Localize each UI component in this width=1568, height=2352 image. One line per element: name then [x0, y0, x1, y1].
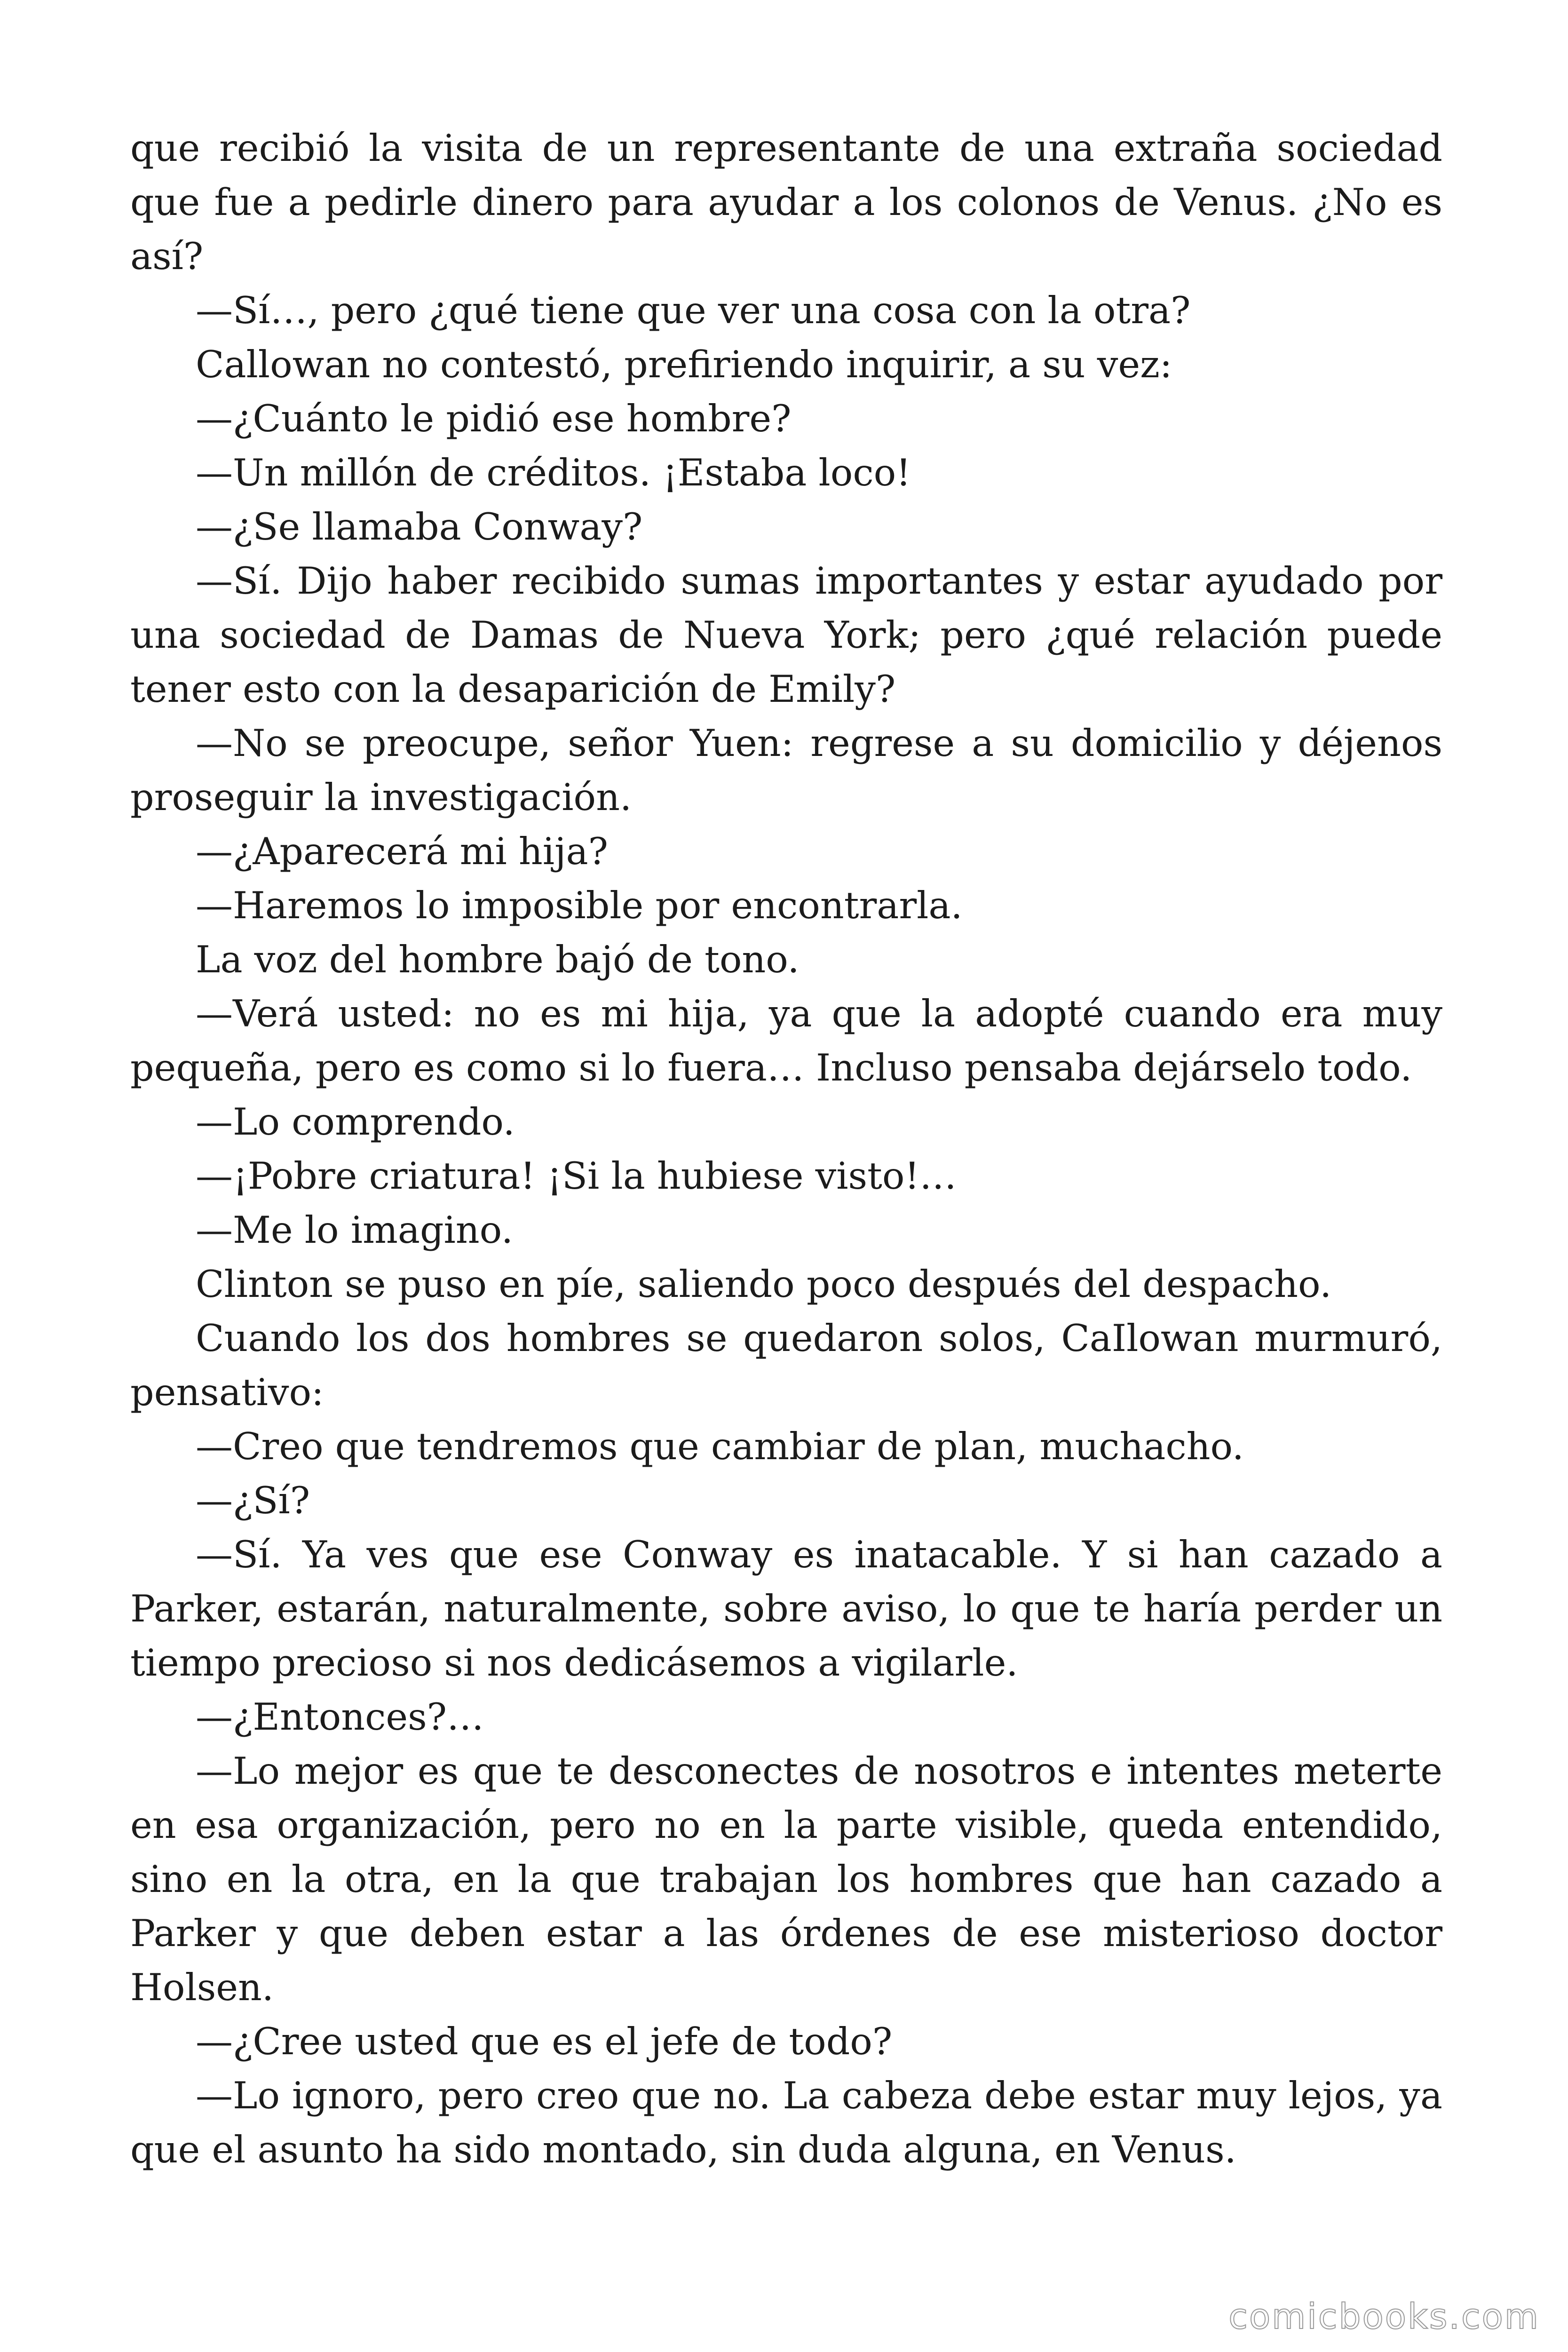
- body-text: [130, 121, 1442, 2177]
- paragraph: —¿Aparecerá mi hija?: [196, 830, 608, 873]
- paragraph: —¿Entonces?…: [196, 1695, 484, 1739]
- paragraph: Clinton se puso en píe, saliendo poco después del despacho.: [196, 1263, 1332, 1306]
- paragraph: Cuando los dos hombres se quedaron solos, CaIlowan murmuró, pensativo:: [130, 1317, 1442, 1414]
- paragraph: La voz del hombre bajó de tono.: [196, 938, 800, 981]
- paragraph: —¿Cuánto le pidió ese hombre?: [196, 397, 792, 440]
- paragraph: —¿Cree usted que es el jefe de todo?: [196, 2020, 893, 2063]
- paragraph: —No se preocupe, señor Yuen: regrese a su domicilio y déjenos proseguir la investigación.: [130, 722, 1442, 819]
- paragraph: —Lo comprendo.: [196, 1100, 515, 1144]
- paragraph: —¿Se llamaba Conway?: [196, 505, 643, 548]
- paragraph: —Lo mejor es que te desconectes de nosotros e intentes meterte en esa organización, pero no en la parte visible, queda entendido, sino en la otra, en la que trabajan los hombres que han cazado a Parker y que deben estar a las órdenes de ese misterioso doctor Holsen.: [130, 1749, 1442, 2009]
- paragraph: —Creo que tendremos que cambiar de plan, muchacho.: [196, 1425, 1244, 1468]
- paragraph: —Verá usted: no es mi hija, ya que la adopté cuando era muy pequeña, pero es como si lo fuera… Incluso pensaba dejárselo todo.: [130, 992, 1442, 1089]
- paragraph-continuation: que recibió la visita de un representante de una extraña sociedad que fue a pedirle dinero para ayudar a los colonos de Venus. ¿No es así?: [130, 127, 1442, 278]
- paragraph: —Lo ignoro, pero creo que no. La cabeza debe estar muy lejos, ya que el asunto ha sido montado, sin duda alguna, en Venus.: [130, 2074, 1442, 2171]
- paragraph: Callowan no contestó, prefiriendo inquirir, a su vez:: [196, 343, 1172, 386]
- paragraph: —Sí. Dijo haber recibido sumas importantes y estar ayudado por una sociedad de Damas de Nueva York; pero ¿qué relación puede tener esto con la desaparición de Emily?: [130, 559, 1442, 711]
- paragraph: —¡Pobre criatura! ¡Si la hubiese visto!…: [196, 1154, 957, 1198]
- paragraph: —Sí…, pero ¿qué tiene que ver una cosa con la otra?: [196, 289, 1191, 332]
- paragraph: —Sí. Ya ves que ese Conway es inatacable. Y si han cazado a Parker, estarán, naturalmente, sobre aviso, lo que te haría perder un tiempo precioso si nos dedicásemos a vigilarle.: [130, 1533, 1442, 1685]
- paragraph: —¿Sí?: [196, 1479, 310, 1522]
- paragraph: —Un millón de créditos. ¡Estaba loco!: [196, 451, 911, 494]
- watermark: comicbooks.com: [1228, 2296, 1540, 2337]
- paragraph: —Haremos lo imposible por encontrarla.: [196, 884, 963, 927]
- paragraph: —Me lo imagino.: [196, 1208, 513, 1252]
